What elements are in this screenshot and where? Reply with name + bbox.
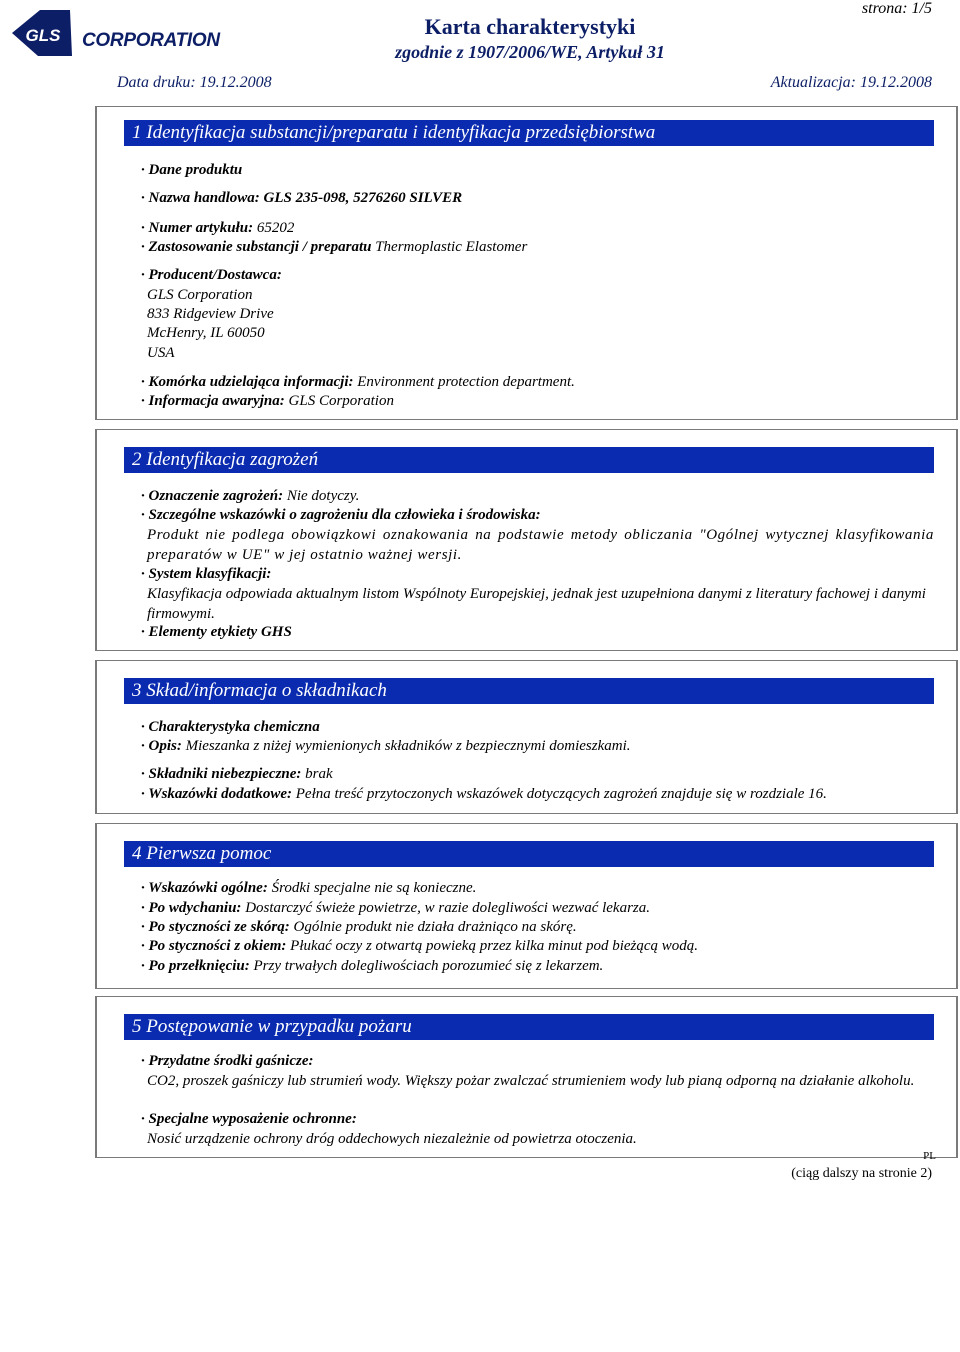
protective-equipment-label: · Specjalne wyposażenie ochronne: (141, 1111, 357, 1127)
section-1 (95, 106, 958, 420)
section-5-title: 5 Postępowanie w przypadku pożaru (124, 1014, 934, 1040)
section-5 (95, 996, 958, 1158)
info-line: · Komórka udzielająca informacji: Environment protection department. (141, 374, 575, 390)
description-line: · Opis: Mieszanka z niżej wymienionych składników z bezpiecznymi domieszkami. (141, 738, 631, 754)
special-hazards-text: Produkt nie podlega obowiązkowi oznakowania na podstawie metody obliczania "Ogólnej wytycznej klasyfikowania preparatów w UE" w jej ostatnio ważnej wersji. (147, 527, 934, 563)
document-subtitle: zgodnie z 1907/2006/WE, Artykuł 31 (395, 42, 665, 62)
section-3-title: 3 Skład/informacja o składnikach (124, 678, 934, 704)
eye-contact-line: · Po styczności z okiem: Płukać oczy z otwartą powieką przez kilka minut pod bieżącą wodą. (141, 938, 699, 954)
hazard-marking-line: · Oznaczenie zagrożeń: Nie dotyczy. (141, 488, 360, 504)
section-1-title: 1 Identyfikacja substancji/preparatu i identyfikacja przedsiębiorstwa (124, 120, 934, 146)
hazardous-components-line: · Składniki niebezpieczne: brak (141, 766, 333, 782)
trade-name-line: · Nazwa handlowa: GLS 235-098, 5276260 SILVER (141, 190, 463, 206)
classification-system-label: · System klasyfikacji: (141, 566, 272, 582)
additional-info-line: · Wskazówki dodatkowe: Pełna treść przytoczonych wskazówek dotyczących zagrożeń znajduje się w rozdziale 16. (141, 786, 827, 802)
document-title: Karta charakterystyki (424, 14, 636, 39)
address-line-3: McHenry, IL 60050 (147, 325, 265, 341)
producer-label: · Producent/Dostawca: (141, 267, 282, 283)
section-4-title: 4 Pierwsza pomoc (124, 841, 934, 867)
swallowing-line: · Po przełknięciu: Przy trwałych dolegliwościach porozumieć się z lekarzem. (141, 958, 604, 974)
section-2 (95, 429, 958, 651)
address-line-4: USA (147, 345, 175, 361)
section-3 (95, 660, 958, 814)
print-date: Data druku: 19.12.2008 (117, 74, 272, 91)
address-line-1: GLS Corporation (147, 287, 253, 303)
section-2-title: 2 Identyfikacja zagrożeń (124, 447, 934, 473)
product-data-label: · Dane produktu (141, 162, 243, 178)
classification-system-text: Klasyfikacja odpowiada aktualnym listom Wspólnoty Europejskiej, jednak jest uzupełniona danymi z literatury fachowej i danymi firmowymi. (147, 586, 926, 622)
use-line: · Zastosowanie substancji / preparatu Thermoplastic Elastomer (141, 239, 528, 255)
protective-equipment-text: Nosić urządzenie ochrony dróg oddechowych niezależnie od powietrza otoczenia. (147, 1131, 637, 1147)
company-name: CORPORATION (82, 30, 220, 51)
address-line-2: 833 Ridgeview Drive (147, 306, 274, 322)
page-number: strona: 1/5 (861, 0, 932, 17)
logo-letters: GLS (25, 26, 61, 45)
ghs-label: · Elementy etykiety GHS (141, 624, 292, 640)
update-date: Aktualizacja: 19.12.2008 (770, 74, 932, 91)
article-number-line: · Numer artykułu: 65202 (141, 220, 295, 236)
special-hazards-label: · Szczególne wskazówki o zagrożeniu dla człowieka i środowiska: (141, 507, 541, 523)
language-code: PL (923, 1150, 936, 1162)
skin-contact-line: · Po styczności ze skórą: Ogólnie produkt nie działa drażniąco na skórę. (141, 919, 577, 935)
emergency-line: · Informacja awaryjna: GLS Corporation (141, 393, 394, 409)
continued-note: (ciąg dalszy na stronie 2) (791, 1166, 932, 1181)
chem-characteristics-label: · Charakterystyka chemiczna (141, 719, 320, 735)
section-4 (95, 823, 958, 989)
extinguishing-media-label: · Przydatne środki gaśnicze: (141, 1053, 314, 1069)
extinguishing-media-text: CO2, proszek gaśniczy lub strumień wody. Większy pożar zwalczać strumieniem wody lub pianą odporną na działanie alkoholu. (147, 1073, 915, 1089)
inhalation-line: · Po wdychaniu: Dostarczyć świeże powietrze, w razie dolegliwości wezwać lekarza. (141, 900, 651, 916)
general-advice-line: · Wskazówki ogólne: Środki specjalne nie są konieczne. (141, 880, 477, 896)
